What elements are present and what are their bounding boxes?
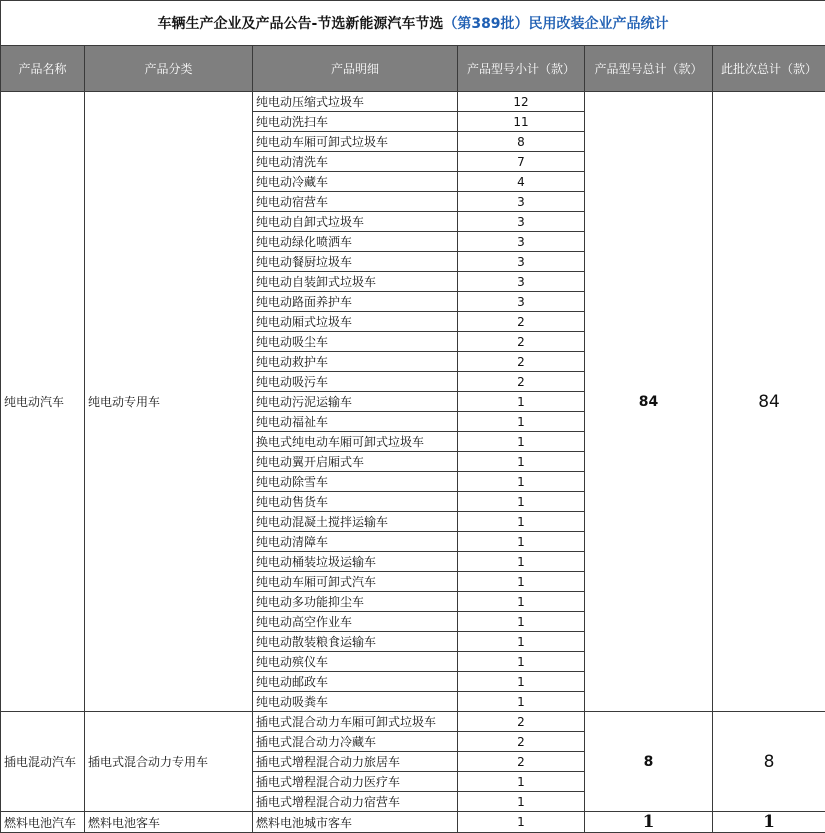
model-subtotal-cell: 11 — [458, 112, 585, 132]
model-subtotal-cell: 1 — [458, 552, 585, 572]
model-subtotal-cell: 3 — [458, 212, 585, 232]
model-subtotal-cell: 1 — [458, 812, 585, 833]
product-detail-cell: 纯电动车厢可卸式汽车 — [253, 572, 458, 592]
model-subtotal-cell: 1 — [458, 412, 585, 432]
product-detail-cell: 插电式增程混合动力医疗车 — [253, 772, 458, 792]
product-detail-cell: 纯电动洗扫车 — [253, 112, 458, 132]
product-name-cell: 燃料电池汽车 — [1, 812, 85, 833]
table-row — [1, 812, 825, 833]
model-subtotal-cell: 2 — [458, 712, 585, 732]
model-subtotal-cell: 12 — [458, 92, 585, 112]
product-detail-cell: 插电式混合动力冷藏车 — [253, 732, 458, 752]
batch-total-cell: 1 — [713, 812, 825, 833]
model-subtotal-cell: 1 — [458, 612, 585, 632]
product-category-cell: 纯电动专用车 — [85, 92, 253, 712]
product-detail-cell: 纯电动散装粮食运输车 — [253, 632, 458, 652]
header-model-subtotal: 产品型号小计（款） — [458, 46, 585, 92]
product-detail-cell: 纯电动厢式垃圾车 — [253, 312, 458, 332]
title-main: 车辆生产企业及产品公告-节选新能源汽车节选 — [158, 16, 444, 32]
model-subtotal-cell: 1 — [458, 472, 585, 492]
model-subtotal-cell: 3 — [458, 252, 585, 272]
model-subtotal-cell: 4 — [458, 172, 585, 192]
product-detail-cell: 插电式增程混合动力旅居车 — [253, 752, 458, 772]
product-detail-cell: 纯电动殡仪车 — [253, 652, 458, 672]
model-subtotal-cell: 1 — [458, 792, 585, 812]
model-subtotal-cell: 1 — [458, 492, 585, 512]
model-subtotal-cell: 1 — [458, 512, 585, 532]
product-category-cell: 插电式混合动力专用车 — [85, 712, 253, 812]
model-total-cell: 84 — [585, 92, 713, 712]
header-row — [1, 46, 825, 92]
table-body — [1, 92, 825, 833]
product-detail-cell: 纯电动清障车 — [253, 532, 458, 552]
model-subtotal-cell: 2 — [458, 352, 585, 372]
model-subtotal-cell: 1 — [458, 452, 585, 472]
product-detail-cell: 燃料电池城市客车 — [253, 812, 458, 833]
model-subtotal-cell: 1 — [458, 532, 585, 552]
model-subtotal-cell: 2 — [458, 752, 585, 772]
table-row — [1, 712, 825, 732]
header-product-name: 产品名称 — [1, 46, 85, 92]
header-product-detail: 产品明细 — [253, 46, 458, 92]
model-subtotal-cell: 2 — [458, 372, 585, 392]
product-detail-cell: 插电式混合动力车厢可卸式垃圾车 — [253, 712, 458, 732]
product-detail-cell: 纯电动高空作业车 — [253, 612, 458, 632]
table-row — [1, 92, 825, 112]
product-detail-cell: 纯电动冷藏车 — [253, 172, 458, 192]
product-detail-cell: 纯电动福祉车 — [253, 412, 458, 432]
product-detail-cell: 换电式纯电动车厢可卸式垃圾车 — [253, 432, 458, 452]
model-subtotal-cell: 1 — [458, 672, 585, 692]
product-detail-cell: 纯电动绿化喷洒车 — [253, 232, 458, 252]
product-detail-cell: 纯电动邮政车 — [253, 672, 458, 692]
model-subtotal-cell: 1 — [458, 772, 585, 792]
product-detail-cell: 纯电动路面养护车 — [253, 292, 458, 312]
batch-total-cell: 84 — [713, 92, 825, 712]
model-subtotal-cell: 2 — [458, 332, 585, 352]
product-name-cell: 插电混动汽车 — [1, 712, 85, 812]
model-total-cell: 1 — [585, 812, 713, 833]
model-total-cell: 8 — [585, 712, 713, 812]
product-detail-cell: 纯电动救护车 — [253, 352, 458, 372]
model-subtotal-cell: 3 — [458, 232, 585, 252]
product-detail-cell: 纯电动混凝土搅拌运输车 — [253, 512, 458, 532]
model-subtotal-cell: 1 — [458, 592, 585, 612]
header-batch-total: 此批次总计（款） — [713, 46, 825, 92]
header-product-category: 产品分类 — [85, 46, 253, 92]
product-detail-cell: 纯电动污泥运输车 — [253, 392, 458, 412]
table-title — [1, 1, 825, 46]
batch-total-cell: 8 — [713, 712, 825, 812]
product-detail-cell: 纯电动除雪车 — [253, 472, 458, 492]
product-detail-cell: 纯电动清洗车 — [253, 152, 458, 172]
model-subtotal-cell: 1 — [458, 392, 585, 412]
title-batch: （第389批）民用改装企业产品统计 — [443, 16, 668, 32]
model-subtotal-cell: 3 — [458, 272, 585, 292]
product-detail-cell: 插电式增程混合动力宿营车 — [253, 792, 458, 812]
product-detail-cell: 纯电动自装卸式垃圾车 — [253, 272, 458, 292]
model-subtotal-cell: 1 — [458, 692, 585, 712]
product-detail-cell: 纯电动压缩式垃圾车 — [253, 92, 458, 112]
product-detail-cell: 纯电动翼开启厢式车 — [253, 452, 458, 472]
product-detail-cell: 纯电动桶装垃圾运输车 — [253, 552, 458, 572]
model-subtotal-cell: 3 — [458, 192, 585, 212]
header-model-total: 产品型号总计（款） — [585, 46, 713, 92]
model-subtotal-cell: 1 — [458, 632, 585, 652]
product-detail-cell: 纯电动宿营车 — [253, 192, 458, 212]
product-detail-cell: 纯电动车厢可卸式垃圾车 — [253, 132, 458, 152]
model-subtotal-cell: 1 — [458, 652, 585, 672]
product-detail-cell: 纯电动吸污车 — [253, 372, 458, 392]
product-detail-cell: 纯电动多功能抑尘车 — [253, 592, 458, 612]
product-detail-cell: 纯电动售货车 — [253, 492, 458, 512]
product-detail-cell: 纯电动吸粪车 — [253, 692, 458, 712]
product-detail-cell: 纯电动自卸式垃圾车 — [253, 212, 458, 232]
model-subtotal-cell: 1 — [458, 572, 585, 592]
model-subtotal-cell: 2 — [458, 732, 585, 752]
model-subtotal-cell: 8 — [458, 132, 585, 152]
model-subtotal-cell: 3 — [458, 292, 585, 312]
product-category-cell: 燃料电池客车 — [85, 812, 253, 833]
product-detail-cell: 纯电动吸尘车 — [253, 332, 458, 352]
product-name-cell: 纯电动汽车 — [1, 92, 85, 712]
model-subtotal-cell: 7 — [458, 152, 585, 172]
product-detail-cell: 纯电动餐厨垃圾车 — [253, 252, 458, 272]
model-subtotal-cell: 2 — [458, 312, 585, 332]
model-subtotal-cell: 1 — [458, 432, 585, 452]
